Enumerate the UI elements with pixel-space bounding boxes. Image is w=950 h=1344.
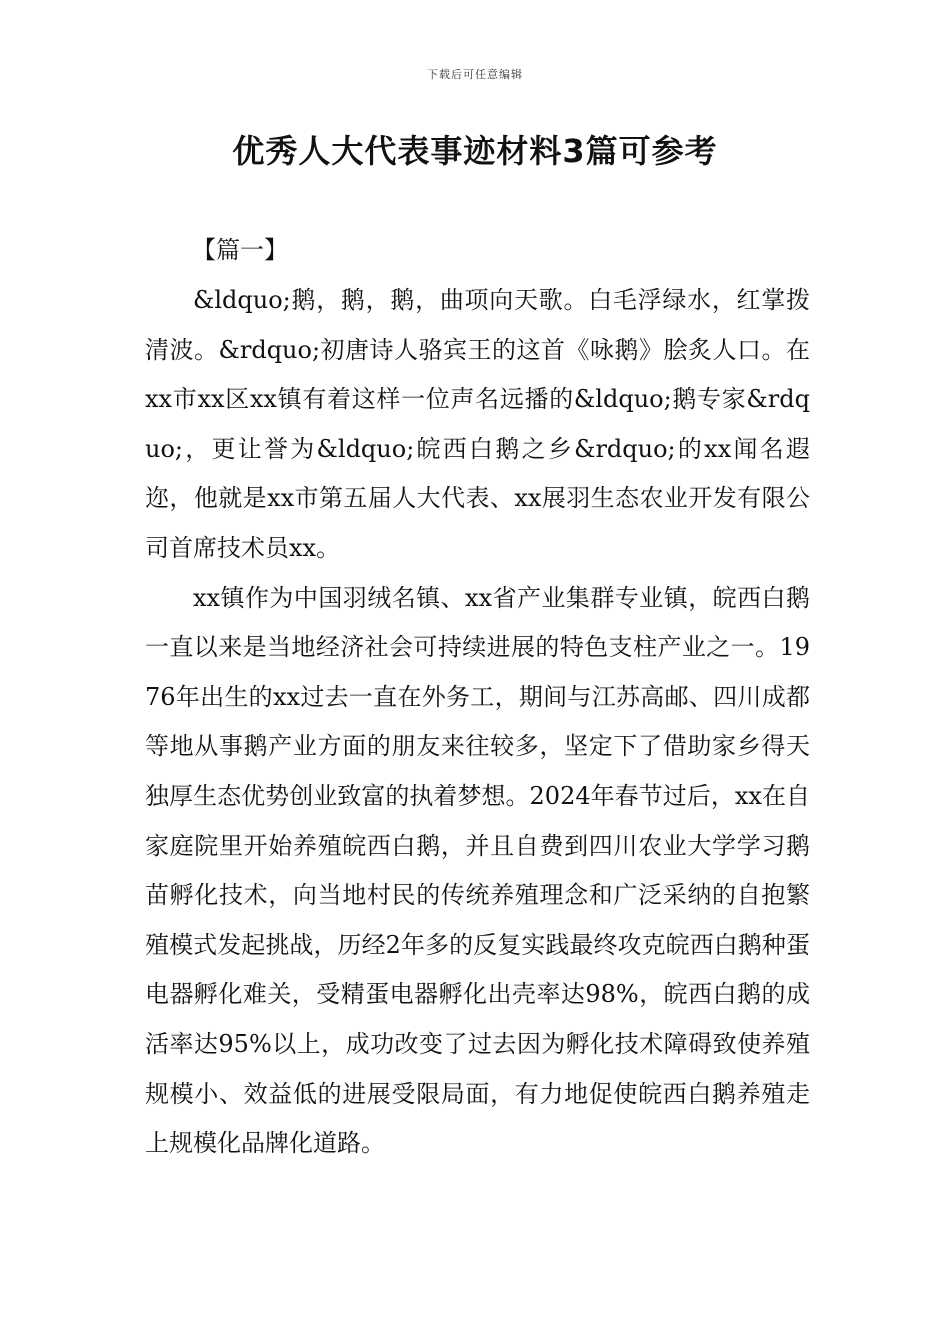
- document-title: 优秀人大代表事迹材料3篇可参考: [232, 132, 718, 170]
- body-text: [145, 276, 810, 1169]
- paragraph-1: &ldquo;鹅，鹅，鹅，曲项向天歌。白毛浮绿水，红掌拨清波。&rdquo;初唐诗人骆宾王的这首《咏鹅》脍炙人口。在xx市xx区xx镇有着这样一位声名远播的&ldquo;鹅专家&rdquo;，更让誉为&ldquo;皖西白鹅之乡&rdquo;的xx闻名遐迩，他就是xx市第五届人大代表、xx展羽生态农业开发有限公司首席技术员xx。: [145, 286, 810, 562]
- paragraph-2: xx镇作为中国羽绒名镇、xx省产业集群专业镇，皖西白鹅一直以来是当地经济社会可持续进展的特色支柱产业之一。1976年出生的xx过去一直在外务工，期间与江苏高邮、四川成都等地从事鹅产业方面的朋友来往较多，坚定下了借助家乡得天独厚生态优势创业致富的执着梦想。2024年春节过后，xx在自家庭院里开始养殖皖西白鹅，并且自费到四川农业大学学习鹅苗孵化技术，向当地村民的传统养殖理念和广泛采纳的自抱繁殖模式发起挑战，历经2年多的反复实践最终攻克皖西白鹅种蛋电器孵化难关，受精蛋电器孵化出壳率达98%，皖西白鹅的成活率达95%以上，成功改变了过去因为孵化技术障碍致使养殖规模小、效益低的进展受限局面，有力地促使皖西白鹅养殖走上规模化品牌化道路。: [145, 583, 810, 1158]
- section-label: 【篇一】: [192, 236, 288, 264]
- header-note: 下载后可任意编辑: [427, 68, 523, 81]
